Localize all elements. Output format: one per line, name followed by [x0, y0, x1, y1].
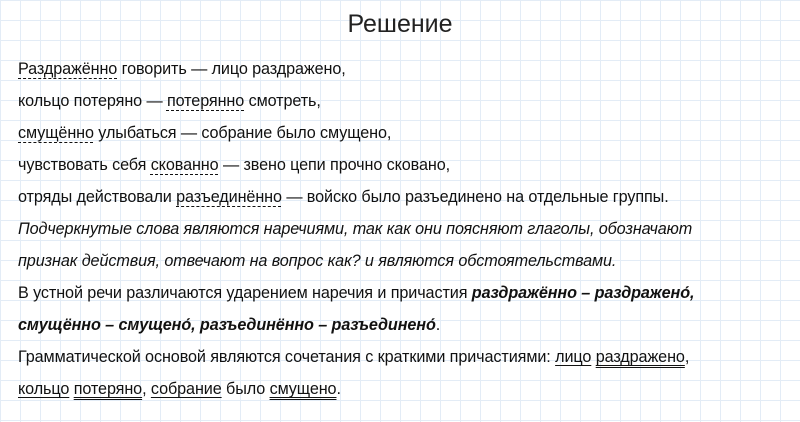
- text-segment: Подчеркнутые слова являются наречиями, так как они поясняют глаголы, обозначают: [18, 220, 693, 238]
- text-segment: .: [336, 380, 341, 398]
- subject-underlined: лицо: [555, 348, 592, 366]
- text-segment: Грамматической основой являются сочетания с краткими причастиями:: [18, 348, 556, 366]
- emphasis-text: смущённо – смущено́, разъединённо – разъединено́: [18, 316, 436, 334]
- text-line-9: [18, 316, 793, 335]
- text-segment: смотреть,: [244, 92, 321, 110]
- text-segment: отряды действовали: [18, 188, 177, 206]
- adverb-underlined: потерянно: [166, 92, 245, 110]
- adverb-underlined: разъединённо: [176, 188, 282, 206]
- text-line-7: [18, 252, 793, 271]
- text-segment: признак действия, отвечают на вопрос как? и являются обстоятельствами.: [18, 252, 617, 270]
- adverb-underlined: скованно: [150, 156, 219, 174]
- text-segment: чувствовать себя: [18, 156, 151, 174]
- predicate-underlined: смущено: [269, 380, 337, 398]
- text-segment: улыбаться — собрание было смущено,: [93, 124, 392, 142]
- text-line-1: [18, 60, 793, 79]
- text-line-10: [18, 348, 793, 367]
- predicate-underlined: потеряно: [73, 380, 143, 398]
- text-line-8: [18, 284, 793, 303]
- text-segment: кольцо потеряно —: [18, 92, 167, 110]
- emphasis-text: раздражённо – раздражено́,: [471, 284, 695, 302]
- text-segment: В устной речи различаются ударением наречия и причастия: [18, 284, 472, 302]
- adverb-underlined: смущённо: [18, 124, 94, 142]
- text-segment: говорить — лицо раздражено,: [117, 60, 346, 78]
- page-title: Решение: [347, 10, 453, 38]
- text-segment: — войско было разъединено на отдельные группы.: [281, 188, 669, 206]
- adverb-underlined: Раздражённо: [18, 60, 118, 78]
- text-segment: ,: [684, 348, 690, 366]
- text-segment: — звено цепи прочно сковано,: [218, 156, 451, 174]
- text-segment: .: [435, 316, 441, 334]
- predicate-underlined: раздражено: [595, 348, 685, 366]
- text-segment: было: [221, 380, 270, 398]
- text-segment: ,: [142, 380, 151, 398]
- text-line-11: [18, 380, 793, 399]
- text-line-4: [18, 156, 793, 175]
- text-line-6: [18, 220, 793, 239]
- text-line-3: [18, 124, 793, 143]
- subject-underlined: кольцо: [18, 380, 70, 398]
- subject-underlined: собрание: [150, 380, 222, 398]
- text-line-2: [18, 92, 793, 111]
- text-line-5: [18, 188, 793, 207]
